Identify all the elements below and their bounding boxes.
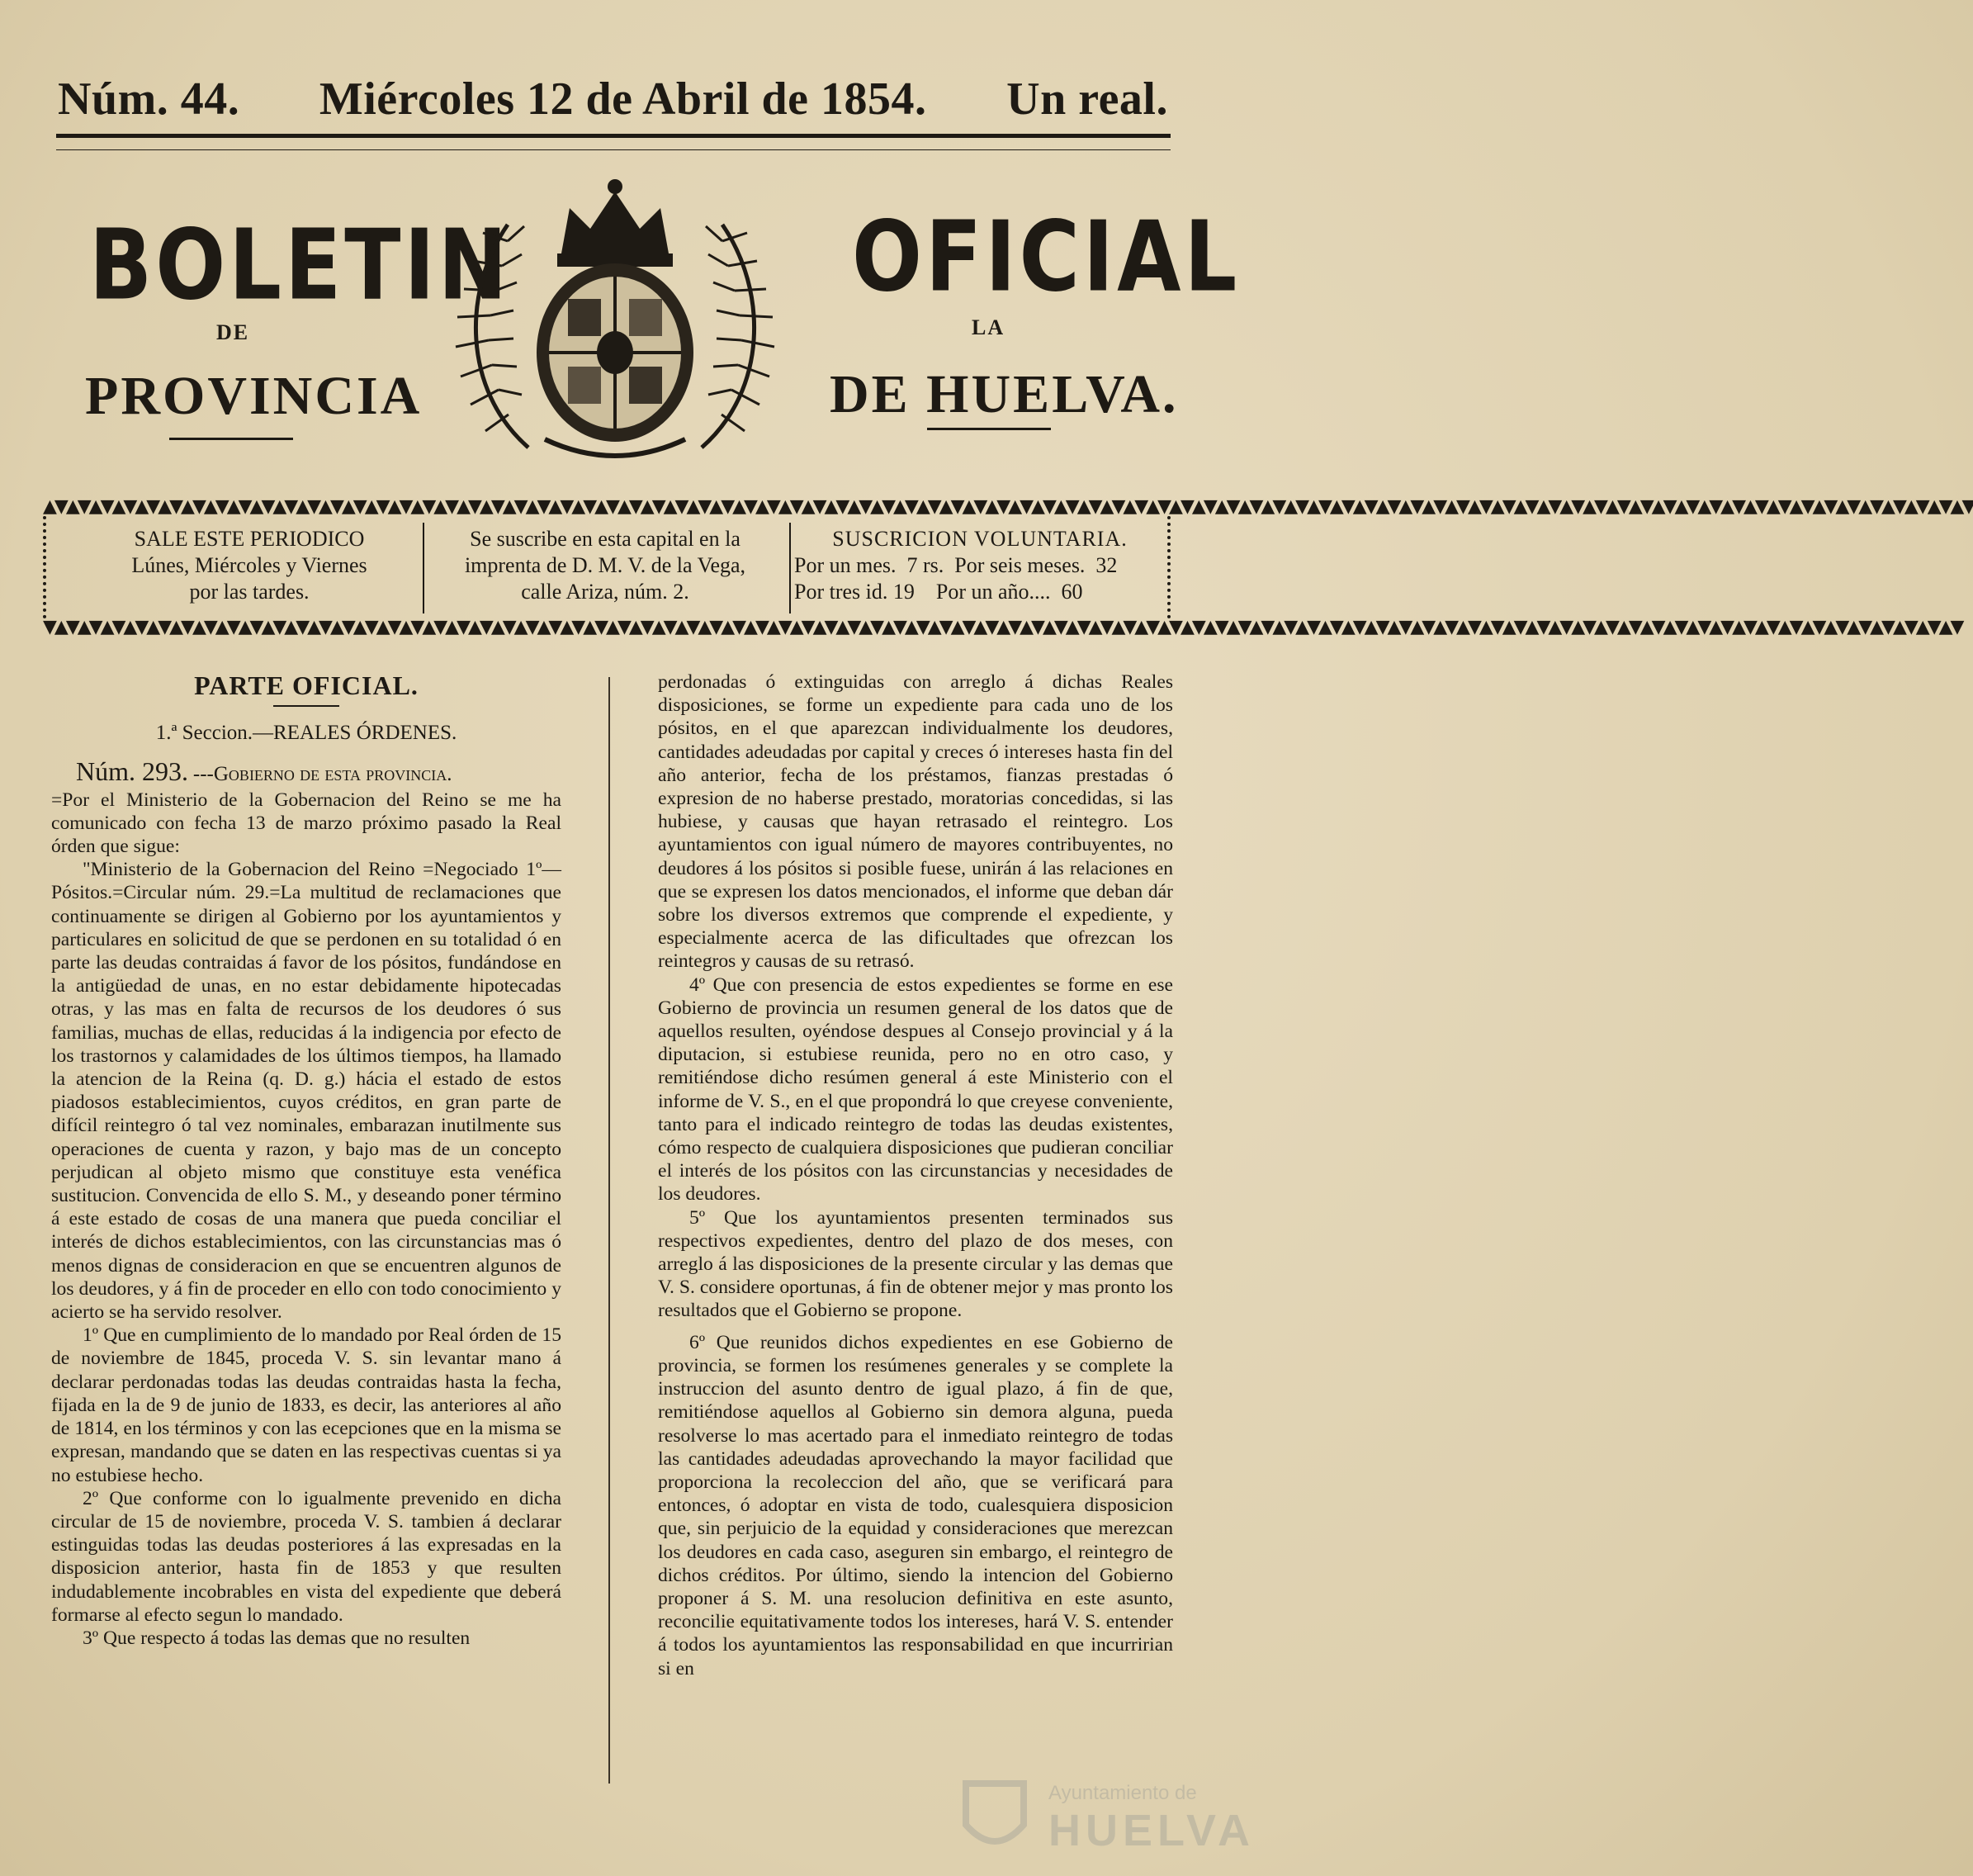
- order-issuer: ---Gobierno de esta provincia.: [192, 763, 452, 786]
- left-column: [51, 670, 561, 1650]
- paragraph: "Ministerio de la Gobernacion del Reino =Negociado 1º—Pósitos.=Circular núm. 29.=La multitud de reclamaciones que continuamente se dirigen al Gobierno por los ayuntamientos y particulares en solicitud de que se perdonen en su totalidad ó en parte las deudas contraidas á favor de los pósitos, fundándose en la antigüedad de unas, en no estar debidamente hipotecadas otras, y las mas en falta de recursos de los deudores ó sus familias, muchas de ellas, reducidas á la indigencia por efecto de los trastornos y calamidades de los últimos tiempos, ha llamado la atencion de la Reina (q. D. g.) hácia el estado de estos piadosos establecimientos, cuyos créditos, en gran parte de difícil reintegro ó tal vez nominales, embarazan inutilmente sus operaciones de cuenta y razon, y bajo mas de un concepto perjudican al objeto mismo que constituye esta venéfica sustitucion. Convencida de ello S. M., y deseando poner término á este estado de cosas de una manera que pueda conciliar el interés de dichos establecimientos, con las circunstancias mas ó menos dignas de consideracion en que se encuentren algunos de los deudores, y á fin de proceder en ello con todo conocimiento y acierto se ha servido resolver.: [51, 859, 561, 1324]
- subscription-title: SUSCRICION VOLUNTARIA.: [832, 527, 1128, 551]
- section-heading: PARTE OFICIAL.: [194, 670, 419, 700]
- voluntary-subscription: [794, 526, 1166, 605]
- issue-date: Miércoles 12 de Abril de 1854.: [319, 73, 927, 125]
- band-divider-2: [789, 523, 791, 613]
- watermark-line-2: HUELVA: [1048, 1806, 1255, 1855]
- issue-number: Núm. 44.: [58, 73, 240, 125]
- schedule-line-1: SALE ESTE PERIODICO: [134, 527, 365, 551]
- right-column: [658, 670, 1173, 1680]
- subscription-rate-row-2: Por tres id. 19 Por un año.... 60: [794, 580, 1083, 604]
- paragraph: 4º Que con presencia de estos expedientes se forme en ese Gobierno de provincia un resumen general de los datos que de aquellos resulten, oyéndose despues al Consejo provincial y á la diputacion, si estubiese reunida, pero no en otro caso, y remitiéndose dicho resúmen general á este Ministerio con el informe de V. S., en el que propondrá lo que creyese conveniente, tanto para el indicado reintegro de todas las deudas existentes, cómo respecto de cualquiera disposiciones que pudieran conciliar el interés de los pósitos con las circunstancias y necesidades de los deudores.: [658, 974, 1173, 1206]
- location-line-3: calle Ariza, núm. 2.: [521, 580, 689, 604]
- title-de-huelva: DE HUELVA.: [830, 364, 1179, 424]
- left-ornament-border: [43, 516, 51, 618]
- section-ornament: [273, 705, 339, 707]
- paragraph: 1º Que en cumplimiento de lo mandado por Real órden de 15 de noviembre de 1845, proceda V. S. sin levantar mano á declarar perdonadas todas las deudas contraidas hasta la fecha, fijada en la de 9 de junio de 1833, es decir, las anteriores al año de 1814, en los términos y con las ecepciones que en la misma se expresan, mandando que se daten en las respectivas cuentas si ya no estubiese hecho.: [51, 1324, 561, 1486]
- left-ornament-rule: [169, 438, 293, 440]
- order-number: Núm. 293.: [76, 756, 188, 787]
- paragraph: 3º Que respecto á todas las demas que no resulten: [83, 1627, 471, 1649]
- bottom-ornament-border: ▼▲▼▲▼▲▼▲▼▲▼▲▼▲▼▲▼▲▼▲▼▲▼▲▼▲▼▲▼▲▼▲▼▲▼▲▼▲▼▲▼▲▼▲▼▲▼▲▼▲▼▲▼▲▼▲▼▲▼▲▼▲▼▲▼▲▼▲▼▲▼▲▼▲▼▲▼▲▼▲▼▲▼▲▼▲▼▲▼▲▼▲▼▲▼▲▼▲▼▲▼▲▼▲▼▲▼▲▼▲▼▲▼▲▼▲▼▲▼▲▼▲▼▲▼▲▼▲▼▲▼▲▼▲▼▲▼▲▼▲▼▲▼▲▼▲▼▲▼▲▼▲▼▲▼▲▼▲▼▲▼▲▼▲▼▲▼: [43, 617, 1962, 637]
- band-divider-1: [423, 523, 424, 613]
- subscription-band: [43, 496, 1973, 637]
- title-oficial: OFICIAL: [852, 200, 1241, 315]
- masthead-line: [58, 73, 1168, 126]
- schedule-line-2: Lúnes, Miércoles y Viernes: [131, 553, 367, 577]
- paragraph: 6º Que reunidos dichos expedientes en ese Gobierno de provincia, se formen los resúmenes generales y se complete la instruccion del asunto dentro de igual plazo, á fin de que, remitiéndose aquellos al Gobierno sin demora alguna, pueda resolverse lo mas acertado para el inmediato reintegro de todas las cantidades adeudadas aprovechando la mayor facilidad que proporciona la recoleccion del año, que se verificará para entonces, ó adoptar en vista de todo, cualesquiera disposicion que, sin perjuicio de la equidad y consideraciones que merezcan los deudores en cada caso, aseguren sin embargo, el reintegro de dichos créditos. Por último, siendo la intencion del Gobierno proponer á S. M. una resolucion definitiva en este asunto, reconcilie equitativamente todos los intereses, hará V. S. entender á todos los ayuntamientos las responsabilidad en que incurririan si en: [658, 1331, 1173, 1679]
- title-boletin: BOLETIN: [89, 208, 511, 323]
- right-ornament-rule: [927, 428, 1051, 430]
- location-line-1: Se suscribe en esta capital en la: [470, 527, 740, 551]
- paragraph: 2º Que conforme con lo igualmente prevenido en dicha circular de 15 de noviembre, proceda V. S. tambien á declarar estinguidas todas las deudas posteriores á las expresadas en la disposicion anterior, hasta fin de 1853 y que resulten indudablemente incobrables en vista del expediente que deberá formarse al efecto segun lo mandado.: [51, 1487, 561, 1626]
- title-la: LA: [972, 315, 1005, 339]
- title-provincia: PROVINCIA: [85, 366, 423, 426]
- location-line-2: imprenta de D. M. V. de la Vega,: [464, 553, 746, 577]
- paragraph: =Por el Ministerio de la Gobernacion del Reino se me ha comunicado con fecha 13 de marzo próximo pasado la Real órden que sigue:: [51, 789, 561, 858]
- subscription-rate-row-1: Por un mes. 7 rs. Por seis meses. 32: [794, 553, 1118, 577]
- title-de: DE: [216, 320, 250, 344]
- watermark-emblem-icon: [958, 1775, 1032, 1858]
- issue-price: Un real.: [1006, 73, 1168, 125]
- masthead-rule: [56, 134, 1171, 150]
- schedule-line-3: por las tardes.: [189, 580, 310, 604]
- subscription-location: [428, 526, 783, 605]
- subsection-heading: 1.ª Seccion.—REALES ÓRDENES.: [155, 722, 457, 745]
- archive-watermark: [958, 1775, 1255, 1858]
- publication-schedule: [59, 526, 439, 605]
- coat-of-arms-icon: [429, 175, 801, 472]
- paragraph: 5º Que los ayuntamientos presenten terminados sus respectivos expedientes, dentro del plazo de dos meses, con arreglo á las disposiciones de la presente circular y las demas que V. S. considere oportunas, á fin de obtener mejor y mas pronto los resultados que el Gobierno se propone.: [658, 1206, 1173, 1322]
- watermark-line-1: Ayuntamiento de: [1048, 1782, 1197, 1804]
- column-divider: [608, 677, 610, 1784]
- paragraph: perdonadas ó extinguidas con arreglo á dichas Reales disposiciones, se forme un expediente para cada uno de los pósitos, en el que aparezcan individualmente los deudores, cantidades adeudadas por capital y creces ó intereses hasta fin del año anterior, fecha de los préstamos, fianzas prestadas ó expresion de no haberse prestado, moratorias concedidas, si las hubiese, y causas que hayan retrasado el reintegro. Los ayuntamientos con igual número de mayores contribuyentes, no deudores á los pósitos si posible fuese, unirán á las relaciones en que se expresen los datos mencionados, el informe que deban dár sobre los diversos extremos que comprende el expediente, y especialmente acerca de las dificultades que ofrezcan los reintegros y causas de su retrasó.: [658, 671, 1173, 973]
- top-ornament-border: ▲▼▲▼▲▼▲▼▲▼▲▼▲▼▲▼▲▼▲▼▲▼▲▼▲▼▲▼▲▼▲▼▲▼▲▼▲▼▲▼▲▼▲▼▲▼▲▼▲▼▲▼▲▼▲▼▲▼▲▼▲▼▲▼▲▼▲▼▲▼▲▼▲▼▲▼▲▼▲▼▲▼▲▼▲▼▲▼▲▼▲▼▲▼▲▼▲▼▲▼▲▼▲▼▲▼▲▼▲▼▲▼▲▼▲▼▲▼▲▼▲▼▲▼▲▼▲▼▲▼▲▼▲▼▲▼▲▼▲▼▲▼▲▼▲▼▲▼▲▼▲▼▲▼▲▼▲▼▲▼▲▼▲▼▲▼▲▼: [43, 496, 1973, 517]
